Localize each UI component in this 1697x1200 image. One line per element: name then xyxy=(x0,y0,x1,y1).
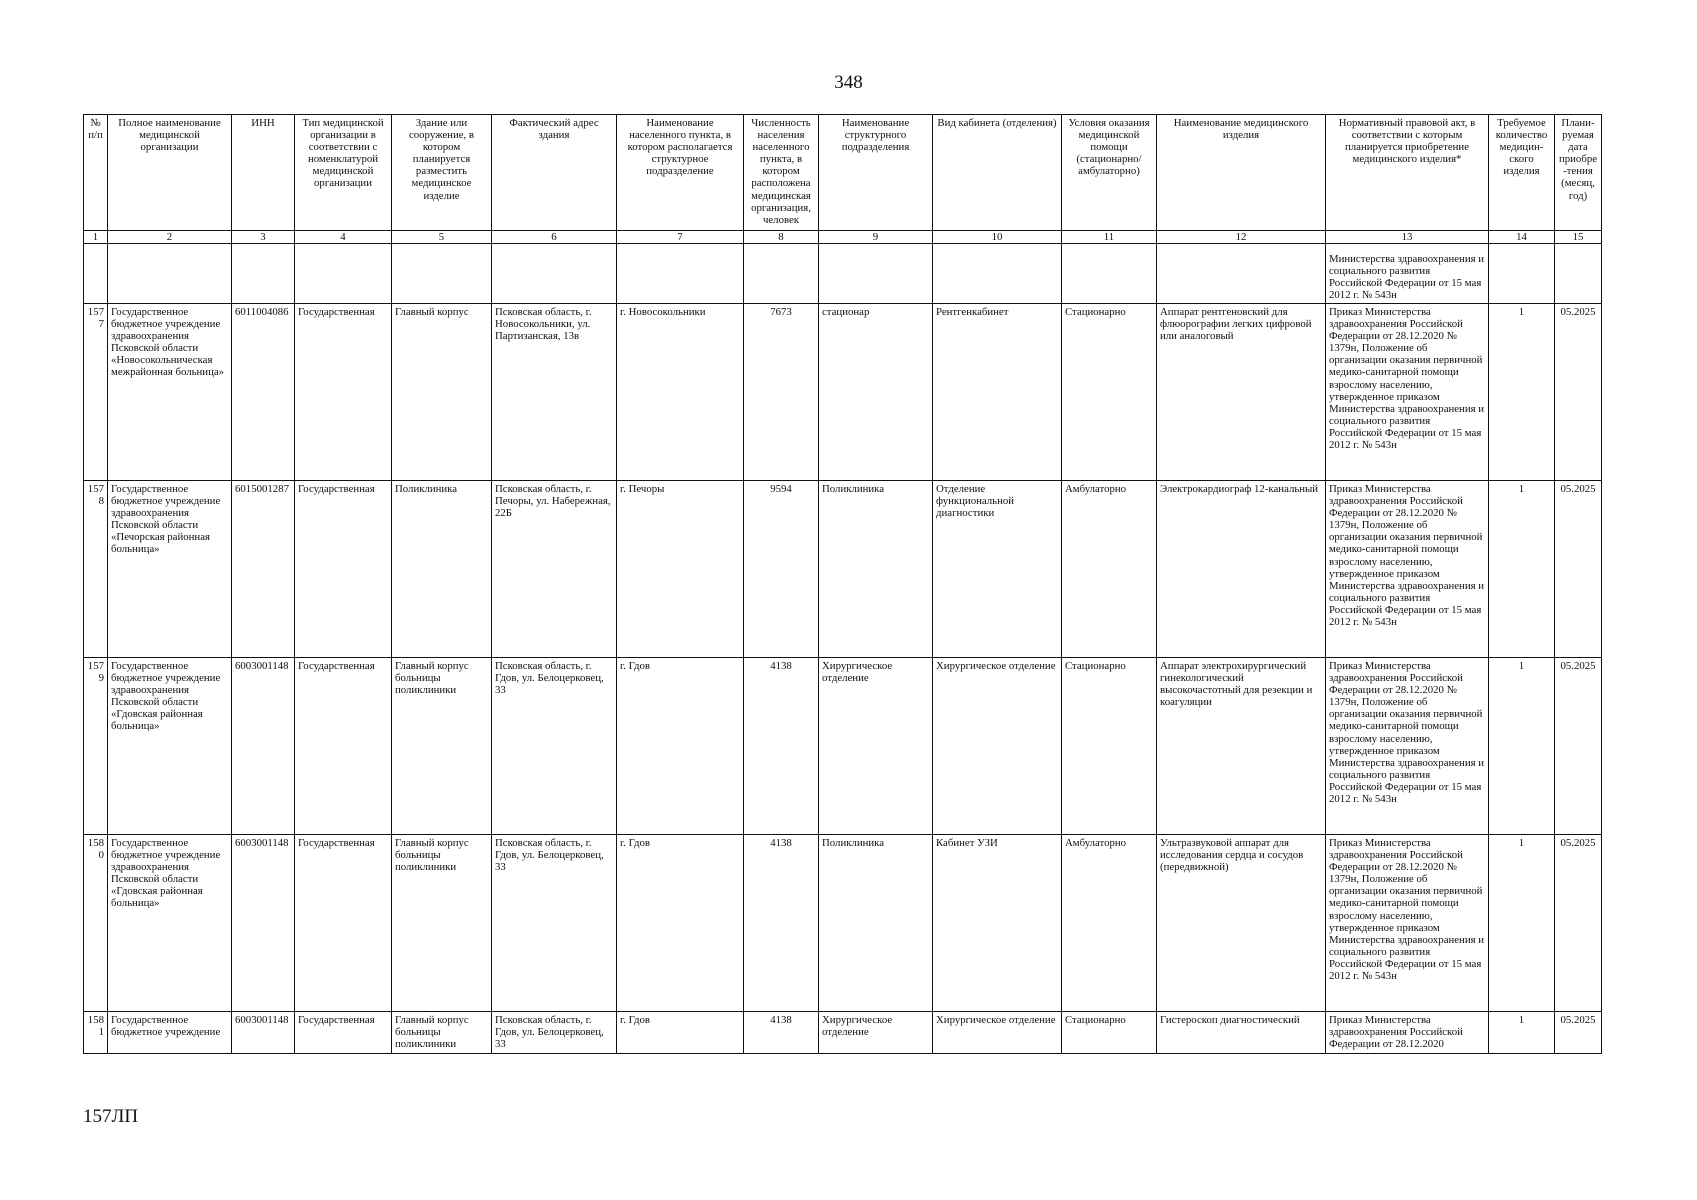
table-cell: 1577 xyxy=(84,304,108,481)
table-cell: Министерства здравоохранения и социального развития Российской Федерации от 15 мая 2012 г. № 543н xyxy=(1326,244,1489,304)
table-cell: Приказ Министерства здравоохранения Российской Федерации от 28.12.2020 № 1379н, Положение об организации оказания первичной медико-санитарной помощи взрослому населению, утвержденное приказом Министерства здравоохранения и социального развития Российской Федерации от 15 мая 2012 г. № 543н xyxy=(1326,481,1489,658)
table-cell: Главный корпус xyxy=(392,304,492,481)
table-cell xyxy=(492,244,617,304)
table-cell: 4138 xyxy=(744,835,819,1012)
table-cell: Приказ Министерства здравоохранения Российской Федерации от 28.12.2020 № 1379н, Положение об организации оказания первичной медико-санитарной помощи взрослому населению, утвержденное приказом Министерства здравоохранения и социального развития Российской Федерации от 15 мая 2012 г. № 543н xyxy=(1326,835,1489,1012)
table-cell: г. Новосокольники xyxy=(617,304,744,481)
table-cell: стационар xyxy=(819,304,933,481)
column-number: 8 xyxy=(744,231,819,244)
table-cell: Главный корпус больницы поликлиники xyxy=(392,658,492,835)
column-number: 9 xyxy=(819,231,933,244)
column-number: 15 xyxy=(1555,231,1602,244)
column-header: Требуемое количество медицин-ского изделия xyxy=(1489,115,1555,231)
table-cell xyxy=(84,244,108,304)
page-number: 348 xyxy=(834,72,863,93)
table-cell xyxy=(1062,244,1157,304)
table-cell: Государственная xyxy=(295,658,392,835)
table-row xyxy=(84,481,1602,658)
table-cell: г. Печоры xyxy=(617,481,744,658)
header-row xyxy=(84,115,1602,231)
table-cell: Приказ Министерства здравоохранения Российской Федерации от 28.12.2020 xyxy=(1326,1012,1489,1054)
table-cell: Стационарно xyxy=(1062,304,1157,481)
table-cell: Амбулаторно xyxy=(1062,481,1157,658)
table-cell: 6003001148 xyxy=(232,835,295,1012)
column-header: Вид кабинета (отделения) xyxy=(933,115,1062,231)
table-cell: Государственное бюджетное учреждение здравоохранения Псковской области «Печорская районная больница» xyxy=(108,481,232,658)
column-header: Условия оказания медицинской помощи (стационарно/ амбулаторно) xyxy=(1062,115,1157,231)
table-cell: 9594 xyxy=(744,481,819,658)
table-cell: Государственное бюджетное учреждение xyxy=(108,1012,232,1054)
continuation-row xyxy=(84,244,1602,304)
table-cell: 1 xyxy=(1489,1012,1555,1054)
table-cell: Государственная xyxy=(295,304,392,481)
table-cell: Псковская область, г. Гдов, ул. Белоцерковец, 33 xyxy=(492,835,617,1012)
table-cell: Хирургическое отделение xyxy=(933,1012,1062,1054)
table-cell: 05.2025 xyxy=(1555,304,1602,481)
table-cell: Амбулаторно xyxy=(1062,835,1157,1012)
column-header: Тип медицинской организации в соответствии с номенклатурой медицинской организации xyxy=(295,115,392,231)
column-header: Наименование медицинского изделия xyxy=(1157,115,1326,231)
column-number: 7 xyxy=(617,231,744,244)
table-cell: г. Гдов xyxy=(617,658,744,835)
table-cell xyxy=(744,244,819,304)
table-cell: Главный корпус больницы поликлиники xyxy=(392,835,492,1012)
table-cell: Псковская область, г. Печоры, ул. Набережная, 22Б xyxy=(492,481,617,658)
column-header: Здание или сооружение, в котором планируется разместить медицинское изделие xyxy=(392,115,492,231)
column-header: № п/п xyxy=(84,115,108,231)
table-cell: Гистероскоп диагностический xyxy=(1157,1012,1326,1054)
table-cell: 1 xyxy=(1489,658,1555,835)
table-cell: 1581 xyxy=(84,1012,108,1054)
table-cell: Электрокардиограф 12-канальный xyxy=(1157,481,1326,658)
column-number-row xyxy=(84,231,1602,244)
table-cell: Аппарат электрохирургический гинекологический высокочастотный для резекции и коагуляции xyxy=(1157,658,1326,835)
column-header: Фактический адрес здания xyxy=(492,115,617,231)
column-number: 10 xyxy=(933,231,1062,244)
table-cell: 1 xyxy=(1489,835,1555,1012)
table-cell: Государственное бюджетное учреждение здравоохранения Псковской области «Новосокольническая межрайонная больница» xyxy=(108,304,232,481)
table-cell: 6003001148 xyxy=(232,658,295,835)
table-cell: Кабинет УЗИ xyxy=(933,835,1062,1012)
table-cell: Хирургическое отделение xyxy=(819,658,933,835)
column-header: Наименование населенного пункта, в котором располагается структурное подразделение xyxy=(617,115,744,231)
table-cell: 4138 xyxy=(744,1012,819,1054)
table-cell: Поликлиника xyxy=(819,835,933,1012)
table-cell: Приказ Министерства здравоохранения Российской Федерации от 28.12.2020 № 1379н, Положение об организации оказания первичной медико-санитарной помощи взрослому населению, утвержденное приказом Министерства здравоохранения и социального развития Российской Федерации от 15 мая 2012 г. № 543н xyxy=(1326,304,1489,481)
table-cell xyxy=(232,244,295,304)
document-code: 157ЛП xyxy=(83,1106,139,1127)
table-cell: Стационарно xyxy=(1062,658,1157,835)
table-cell: Главный корпус больницы поликлиники xyxy=(392,1012,492,1054)
table-cell: Ультразвуковой аппарат для исследования сердца и сосудов (передвижной) xyxy=(1157,835,1326,1012)
column-number: 5 xyxy=(392,231,492,244)
table-cell: 6003001148 xyxy=(232,1012,295,1054)
table-cell xyxy=(819,244,933,304)
table-cell xyxy=(1489,244,1555,304)
table-cell: Аппарат рентгеновский для флюорографии легких цифровой или аналоговый xyxy=(1157,304,1326,481)
table-cell: 1578 xyxy=(84,481,108,658)
table-cell: Государственная xyxy=(295,835,392,1012)
column-number: 6 xyxy=(492,231,617,244)
table-cell: 4138 xyxy=(744,658,819,835)
table-cell: Государственная xyxy=(295,481,392,658)
table-cell xyxy=(933,244,1062,304)
table-cell: 05.2025 xyxy=(1555,835,1602,1012)
table-cell xyxy=(617,244,744,304)
table-cell: Поликлиника xyxy=(819,481,933,658)
column-header: Наименование структурного подразделения xyxy=(819,115,933,231)
table-cell: 7673 xyxy=(744,304,819,481)
column-number: 11 xyxy=(1062,231,1157,244)
table-cell xyxy=(392,244,492,304)
table-cell: 1580 xyxy=(84,835,108,1012)
column-number: 2 xyxy=(108,231,232,244)
table-cell: Псковская область, г. Гдов, ул. Белоцерковец, 33 xyxy=(492,1012,617,1054)
column-header: Численность населения населенного пункта, в котором расположена медицинская организация, человек xyxy=(744,115,819,231)
table-cell: Государственное бюджетное учреждение здравоохранения Псковской области «Гдовская районная больница» xyxy=(108,658,232,835)
table-cell: Отделение функциональной диагностики xyxy=(933,481,1062,658)
table-cell: Стационарно xyxy=(1062,1012,1157,1054)
column-header: Нормативный правовой акт, в соответствии с которым планируется приобретение медицинского изделия* xyxy=(1326,115,1489,231)
table-cell: Государственное бюджетное учреждение здравоохранения Псковской области «Гдовская районная больница» xyxy=(108,835,232,1012)
table-cell: г. Гдов xyxy=(617,1012,744,1054)
table-cell: 6015001287 xyxy=(232,481,295,658)
table-cell: г. Гдов xyxy=(617,835,744,1012)
column-number: 1 xyxy=(84,231,108,244)
column-number: 12 xyxy=(1157,231,1326,244)
table-row xyxy=(84,835,1602,1012)
table-cell: 6011004086 xyxy=(232,304,295,481)
table-cell xyxy=(1555,244,1602,304)
table-cell xyxy=(108,244,232,304)
table-cell: 05.2025 xyxy=(1555,658,1602,835)
table-cell: Поликлиника xyxy=(392,481,492,658)
column-header: Плани-руемая дата приобре-тения (месяц, год) xyxy=(1555,115,1602,231)
column-header: ИНН xyxy=(232,115,295,231)
table-cell: 1 xyxy=(1489,304,1555,481)
column-number: 13 xyxy=(1326,231,1489,244)
table-cell: Хирургическое отделение xyxy=(933,658,1062,835)
table-cell: 05.2025 xyxy=(1555,1012,1602,1054)
column-number: 3 xyxy=(232,231,295,244)
table-cell: Псковская область, г. Новосокольники, ул. Партизанская, 13в xyxy=(492,304,617,481)
table-cell: Рентгенкабинет xyxy=(933,304,1062,481)
column-number: 4 xyxy=(295,231,392,244)
table-cell: Приказ Министерства здравоохранения Российской Федерации от 28.12.2020 № 1379н, Положение об организации оказания первичной медико-санитарной помощи взрослому населению, утвержденное приказом Министерства здравоохранения и социального развития Российской Федерации от 15 мая 2012 г. № 543н xyxy=(1326,658,1489,835)
table-cell: 1 xyxy=(1489,481,1555,658)
column-header: Полное наименование медицинской организации xyxy=(108,115,232,231)
equipment-registry-table xyxy=(83,114,1602,1054)
column-number: 14 xyxy=(1489,231,1555,244)
table-cell: Псковская область, г. Гдов, ул. Белоцерковец, 33 xyxy=(492,658,617,835)
table-row xyxy=(84,658,1602,835)
table-cell xyxy=(1157,244,1326,304)
table-cell: Хирургическое отделение xyxy=(819,1012,933,1054)
table-cell: 05.2025 xyxy=(1555,481,1602,658)
table-row xyxy=(84,1012,1602,1054)
table-row xyxy=(84,304,1602,481)
table-cell: Государственная xyxy=(295,1012,392,1054)
table-cell xyxy=(295,244,392,304)
table-cell: 1579 xyxy=(84,658,108,835)
